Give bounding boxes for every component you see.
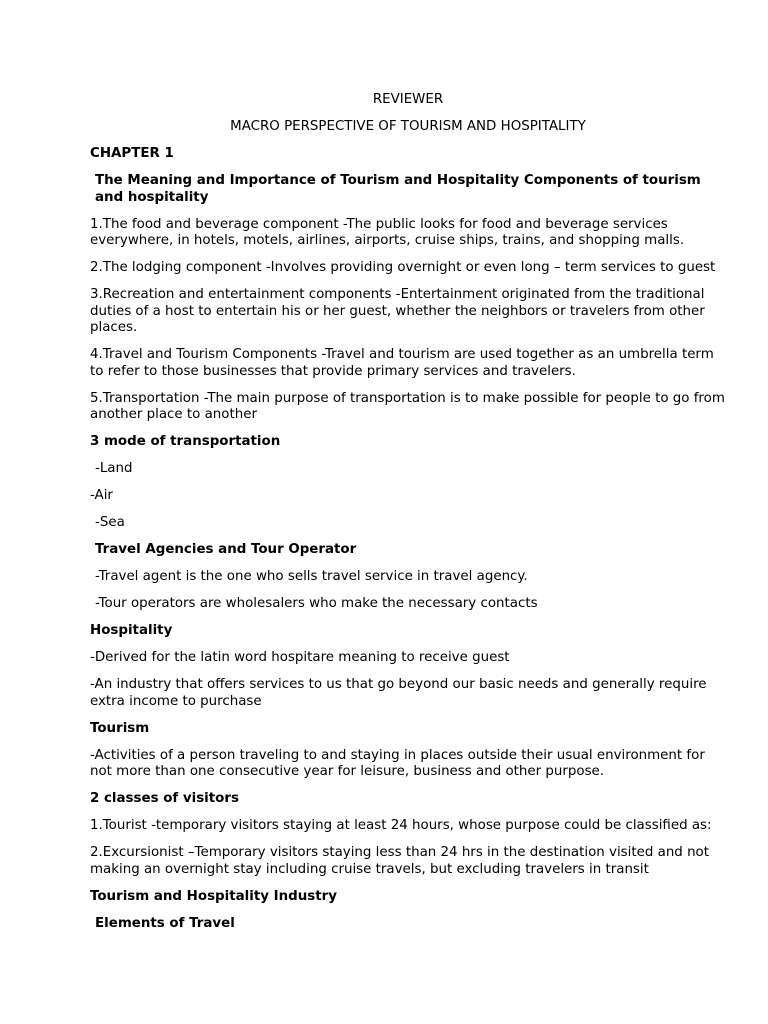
hospitality-item: -Derived for the latin word hospitare meaning to receive guest bbox=[90, 650, 510, 666]
component-item: 5.Transportation -The main purpose of transportation is to make possible for people to go from another place to another bbox=[90, 390, 725, 423]
document-subtitle: MACRO PERSPECTIVE OF TOURISM AND HOSPITALITY bbox=[230, 118, 586, 134]
component-item: 1.The food and beverage component -The public looks for food and beverage services everywhere, in hotels, motels, airlines, airports, cruise ships, trains, and shopping malls. bbox=[90, 216, 685, 249]
agencies-item: -Tour operators are wholesalers who make the necessary contacts bbox=[95, 596, 538, 612]
transport-heading: 3 mode of transportation bbox=[90, 434, 281, 450]
transport-mode-item: -Sea bbox=[95, 515, 125, 531]
transport-mode-item: -Air bbox=[90, 488, 113, 504]
component-item: 2.The lodging component -Involves providing overnight or even long – term services to guest bbox=[90, 260, 716, 276]
hospitality-item: -An industry that offers services to us that go beyond our basic needs and generally require extra income to purchase bbox=[90, 677, 707, 709]
agencies-item: -Travel agent is the one who sells travel service in travel agency. bbox=[95, 569, 528, 585]
chapter-heading: CHAPTER 1 bbox=[90, 145, 174, 161]
visitors-item: 1.Tourist -temporary visitors staying at least 24 hours, whose purpose could be classified as: bbox=[90, 818, 712, 834]
section-heading: The Meaning and Importance of Tourism and Hospitality Components of tourism and hospitality bbox=[95, 172, 701, 205]
tourism-item: -Activities of a person traveling to and staying in places outside their usual environment for not more than one consecutive year for leisure, business and other purpose. bbox=[90, 747, 705, 780]
visitors-item: 2.Excursionist –Temporary visitors staying less than 24 hrs in the destination visited and not making an overnight stay including cruise travels, but excluding travelers in transit bbox=[90, 845, 709, 877]
document-title: REVIEWER bbox=[372, 92, 444, 107]
visitors-heading: 2 classes of visitors bbox=[90, 791, 239, 807]
agencies-heading: Travel Agencies and Tour Operator bbox=[95, 542, 357, 558]
tourism-heading: Tourism bbox=[90, 720, 150, 736]
document-page bbox=[90, 92, 726, 943]
hospitality-heading: Hospitality bbox=[90, 623, 173, 639]
transport-mode-item: -Land bbox=[95, 461, 133, 477]
component-item: 4.Travel and Tourism Components -Travel and tourism are used together as an umbrella term to refer to those businesses that provide primary services and travelers. bbox=[90, 347, 714, 379]
component-item: 3.Recreation and entertainment components -Entertainment originated from the traditional duties of a host to entertain his or her guest, whether the neighbors or travelers from other places. bbox=[90, 287, 705, 336]
elements-heading: Elements of Travel bbox=[95, 915, 235, 931]
industry-heading: Tourism and Hospitality Industry bbox=[90, 888, 337, 904]
